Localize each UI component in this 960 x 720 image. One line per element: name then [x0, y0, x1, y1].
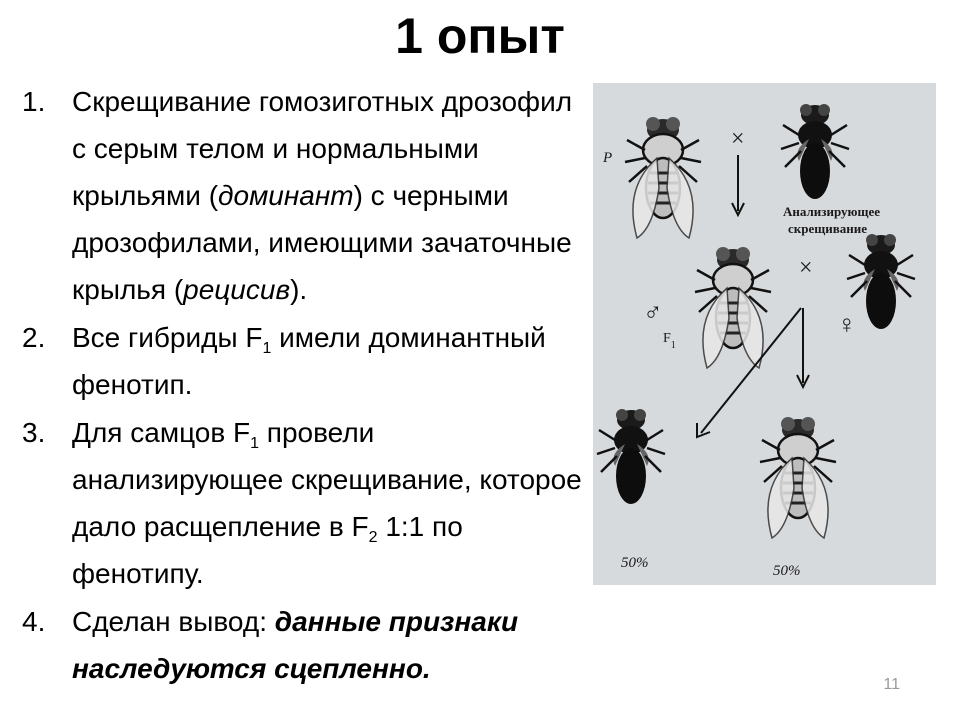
label-f1	[663, 331, 676, 351]
analyzing-cross-label: скрещивание	[788, 221, 867, 236]
subscript: 2	[368, 529, 378, 546]
item-text: Для самцов F	[72, 417, 251, 448]
fly-black-parent	[781, 104, 849, 199]
item-text: провели анализирующее скрещивание, которое дало расщепление в F	[72, 417, 582, 542]
percent-left: 50%	[621, 555, 649, 571]
fly-black-tester	[847, 234, 915, 329]
item-text: Все гибриды F	[72, 322, 263, 353]
fly-grey-offspring	[760, 417, 836, 538]
list-item	[22, 598, 592, 692]
fly-black-offspring	[597, 409, 665, 504]
conclusion-text: данные признаки наследуются сцепленно.	[72, 606, 519, 684]
label-f-subscript: 1	[670, 339, 676, 351]
fly-grey-parent	[625, 117, 701, 238]
list-item-number: 3.	[22, 417, 46, 448]
list-item	[22, 314, 592, 408]
cross-symbol-parents: ×	[731, 126, 745, 152]
item-text-italic: доминант	[218, 180, 354, 211]
slide-title: 1 опыт	[395, 8, 565, 64]
list-item-number: 2.	[22, 322, 46, 353]
item-text: Скрещивание гомозиготных дрозофил с серым телом и нормальными крыльями (	[72, 86, 573, 211]
item-text: ) с черными дрозофилами, имеющими зачаточные крылья (	[72, 180, 572, 305]
experiment-steps-list	[22, 78, 592, 692]
percent-right: 50%	[773, 563, 801, 579]
subscript: 1	[262, 340, 272, 357]
drosophila-cross-figure	[593, 83, 936, 585]
item-text: 1:1 по фенотипу.	[72, 511, 463, 589]
label-p: P	[603, 150, 613, 166]
item-text: имели доминантный фенотип.	[72, 322, 546, 400]
item-text: ).	[290, 274, 308, 305]
cross-symbol-f1: ×	[799, 255, 813, 281]
subscript: 1	[250, 435, 260, 452]
analyzing-cross-label: Анализирующее	[783, 204, 880, 219]
female-symbol-icon: ♀	[837, 310, 857, 339]
list-item-number: 1.	[22, 86, 46, 117]
male-symbol-icon: ♂	[643, 298, 663, 327]
label-f-letter: F	[663, 331, 671, 346]
item-text: Сделан вывод:	[72, 606, 275, 637]
fly-grey-f1	[695, 247, 771, 368]
page-number: 11	[883, 676, 900, 693]
cross-diagram	[593, 83, 936, 585]
list-item	[22, 409, 592, 597]
list-item-number: 4.	[22, 606, 46, 637]
list-item	[22, 78, 592, 313]
item-text-italic: рецисив	[183, 274, 291, 305]
